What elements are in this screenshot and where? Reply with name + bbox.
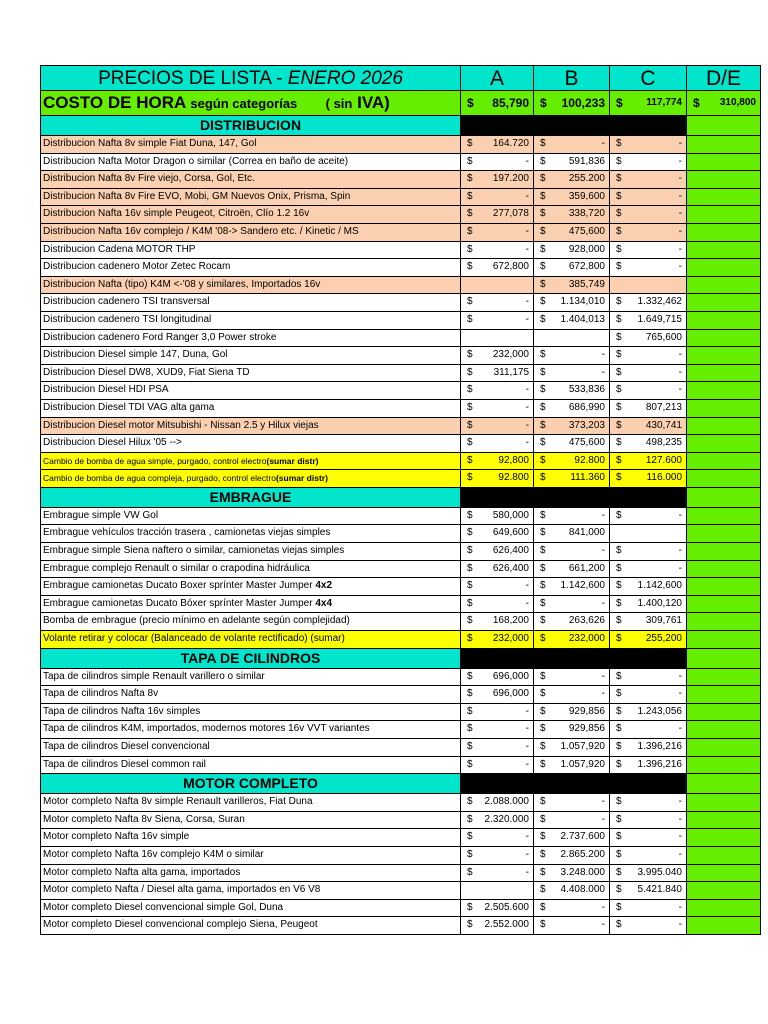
section-fill-c [610, 649, 687, 668]
price-b: $ 111.360 [534, 470, 610, 487]
section-fill-de [687, 649, 761, 668]
hourly-cost-label: COSTO DE HORA según categorías ( sin IVA) [40, 91, 461, 115]
price-a: $ 277,078 [461, 206, 534, 223]
service-label: Motor completo Nafta 8v simple Renault varilleros, Fiat Duna [40, 794, 461, 811]
service-label: Tapa de cilindros Nafta 8v [40, 686, 461, 703]
section-title: EMBRAGUE [40, 488, 461, 507]
section-fill-de [687, 488, 761, 507]
price-c: $ 1.396,216 [610, 739, 687, 756]
price-a: $ 232,000 [461, 631, 534, 648]
hourly-cost-c: $ 117,774 [610, 91, 687, 115]
service-label: Tapa de cilindros Nafta 16v simples [40, 704, 461, 721]
price-c: $ - [610, 900, 687, 917]
service-label: Tapa de cilindros K4M, importados, modernos motores 16v VVT variantes [40, 721, 461, 738]
price-c: $ - [610, 812, 687, 829]
price-c: $ 3.995.040 [610, 865, 687, 882]
price-a: $ 2.320.000 [461, 812, 534, 829]
price-c: $ - [610, 259, 687, 276]
service-label: Embrague simple Siena naftero o similar, camionetas viejas simples [40, 543, 461, 560]
price-a: $ 626,400 [461, 561, 534, 578]
price-de [687, 704, 761, 721]
table-row [40, 259, 761, 277]
service-label: Bomba de embrague (precio mínimo en adelante según complejidad) [40, 613, 461, 630]
price-c: $ 807,213 [610, 400, 687, 417]
price-b [534, 330, 610, 347]
service-label: Distribucion Diesel Hilux '05 --> [40, 435, 461, 452]
price-a: $ - [461, 757, 534, 774]
price-de [687, 794, 761, 811]
price-c: $ 116.000 [610, 470, 687, 487]
table-row [40, 400, 761, 418]
price-b: $ 373,203 [534, 418, 610, 435]
price-c: $ - [610, 561, 687, 578]
service-label: Cambio de bomba de agua simple, purgado, control electro(sumar distr) [40, 453, 461, 470]
price-de [687, 136, 761, 153]
price-a: $ - [461, 294, 534, 311]
price-a: $ - [461, 154, 534, 171]
price-c: $ - [610, 829, 687, 846]
price-de [687, 596, 761, 613]
table-row [40, 330, 761, 348]
section-fill-c [610, 488, 687, 507]
price-b: $ - [534, 136, 610, 153]
table-row [40, 686, 761, 704]
table-row [40, 613, 761, 631]
service-label: Distribucion Diesel DW8, XUD9, Fiat Siena TD [40, 365, 461, 382]
section-fill-b [534, 649, 610, 668]
section-fill-a [461, 774, 534, 793]
service-label: Motor completo Diesel convencional complejo Siena, Peugeot [40, 917, 461, 934]
col-header-de: D/E [687, 66, 761, 90]
price-a: $ 626,400 [461, 543, 534, 560]
price-c: $ 127.600 [610, 453, 687, 470]
price-b: $ - [534, 794, 610, 811]
price-de [687, 865, 761, 882]
section-header [40, 488, 761, 508]
section-fill-de [687, 774, 761, 793]
price-de [687, 543, 761, 560]
price-a: $ 2.505.600 [461, 900, 534, 917]
price-b: $ 3.248.000 [534, 865, 610, 882]
price-de [687, 525, 761, 542]
price-c: $ 1.332,462 [610, 294, 687, 311]
price-de [687, 382, 761, 399]
price-a: $ - [461, 400, 534, 417]
price-b: $ 338,720 [534, 206, 610, 223]
table-row [40, 435, 761, 453]
table-row [40, 453, 761, 471]
price-de [687, 470, 761, 487]
service-label: Distribucion Nafta 8v Fire viejo, Corsa, Gol, Etc. [40, 171, 461, 188]
table-row [40, 561, 761, 579]
table-row [40, 365, 761, 383]
price-b: $ - [534, 900, 610, 917]
price-c: $ 309,761 [610, 613, 687, 630]
price-de [687, 900, 761, 917]
price-a: $ - [461, 312, 534, 329]
price-de [687, 189, 761, 206]
price-b: $ - [534, 365, 610, 382]
price-de [687, 669, 761, 686]
service-label: Embrague camionetas Ducato Bóxer sprínter Master Jumper 4x4 [40, 596, 461, 613]
price-c: $ 498,235 [610, 435, 687, 452]
price-c: $ - [610, 686, 687, 703]
table-row [40, 794, 761, 812]
service-label: Distribucion cadenero Motor Zetec Rocam [40, 259, 461, 276]
price-a: $ 696,000 [461, 669, 534, 686]
price-b: $ 533,836 [534, 382, 610, 399]
price-b: $ - [534, 596, 610, 613]
page-title: PRECIOS DE LISTA - ENERO 2026 [40, 66, 461, 90]
table-row [40, 865, 761, 883]
price-c: $ 5.421.840 [610, 882, 687, 899]
hourly-cost-a: $ 85,790 [461, 91, 534, 115]
section-header [40, 774, 761, 794]
table-row [40, 882, 761, 900]
service-label: Distribucion Nafta (tipo) K4M <-'08 y similares, Importados 16v [40, 277, 461, 294]
price-c: $ - [610, 382, 687, 399]
price-a: $ 164.720 [461, 136, 534, 153]
service-label: Embrague camionetas Ducato Boxer sprínter Master Jumper 4x2 [40, 578, 461, 595]
price-a: $ 168,200 [461, 613, 534, 630]
service-label: Distribucion Nafta 16v simple Peugeot, Citroën, Clío 1.2 16v [40, 206, 461, 223]
price-c: $ 430,741 [610, 418, 687, 435]
table-row [40, 189, 761, 207]
table-row [40, 578, 761, 596]
table-row [40, 631, 761, 649]
price-de [687, 294, 761, 311]
price-b: $ 255.200 [534, 171, 610, 188]
table-row [40, 136, 761, 154]
price-b: $ 928,000 [534, 242, 610, 259]
price-de [687, 365, 761, 382]
section-title: TAPA DE CILINDROS [40, 649, 461, 668]
price-c: $ 1.243,056 [610, 704, 687, 721]
table-row [40, 206, 761, 224]
price-c: $ - [610, 224, 687, 241]
price-de [687, 847, 761, 864]
service-label: Cambio de bomba de agua compleja, purgado, control electro(sumar distr) [40, 470, 461, 487]
price-b: $ 92.800 [534, 453, 610, 470]
price-b: $ 672,800 [534, 259, 610, 276]
price-c: $ - [610, 721, 687, 738]
price-a: $ - [461, 189, 534, 206]
table-row [40, 669, 761, 687]
section-header [40, 649, 761, 669]
price-de [687, 453, 761, 470]
price-a: $ 197.200 [461, 171, 534, 188]
price-a: $ - [461, 418, 534, 435]
price-de [687, 917, 761, 934]
price-a: $ - [461, 704, 534, 721]
table-row [40, 739, 761, 757]
price-c: $ - [610, 847, 687, 864]
price-b: $ - [534, 686, 610, 703]
table-row [40, 847, 761, 865]
price-b: $ 661,200 [534, 561, 610, 578]
price-c: $ - [610, 171, 687, 188]
price-de [687, 739, 761, 756]
service-label: Distribucion Diesel TDI VAG alta gama [40, 400, 461, 417]
service-label: Motor completo Nafta alta gama, importados [40, 865, 461, 882]
price-b: $ - [534, 543, 610, 560]
table-row [40, 829, 761, 847]
service-label: Embrague complejo Renault o similar o crapodina hidráulica [40, 561, 461, 578]
price-c: $ 255,200 [610, 631, 687, 648]
price-de [687, 154, 761, 171]
price-a: $ - [461, 721, 534, 738]
price-a: $ 580,000 [461, 508, 534, 525]
service-label: Motor completo Nafta 16v simple [40, 829, 461, 846]
price-de [687, 435, 761, 452]
price-a [461, 882, 534, 899]
price-c: $ 1.142,600 [610, 578, 687, 595]
price-b: $ 2.737.600 [534, 829, 610, 846]
price-de [687, 242, 761, 259]
price-b: $ - [534, 508, 610, 525]
price-c: $ - [610, 242, 687, 259]
service-label: Motor completo Nafta 8v Siena, Corsa, Suran [40, 812, 461, 829]
price-b: $ - [534, 917, 610, 934]
price-a: $ 232,000 [461, 347, 534, 364]
price-a: $ - [461, 829, 534, 846]
price-b: $ 385,749 [534, 277, 610, 294]
price-c [610, 277, 687, 294]
price-a: $ 672,800 [461, 259, 534, 276]
table-row [40, 242, 761, 260]
price-de [687, 829, 761, 846]
table-row [40, 757, 761, 775]
hourly-cost-b: $ 100,233 [534, 91, 610, 115]
price-b: $ 1.404,013 [534, 312, 610, 329]
service-label: Embrague simple VW Gol [40, 508, 461, 525]
table-row [40, 382, 761, 400]
price-b: $ 2.865.200 [534, 847, 610, 864]
section-header [40, 116, 761, 136]
table-row [40, 470, 761, 488]
price-a [461, 277, 534, 294]
price-de [687, 259, 761, 276]
price-b: $ 929,856 [534, 704, 610, 721]
section-fill-a [461, 649, 534, 668]
table-row [40, 224, 761, 242]
price-b: $ 359,600 [534, 189, 610, 206]
table-row [40, 418, 761, 436]
price-c: $ 1.400,120 [610, 596, 687, 613]
price-de [687, 578, 761, 595]
section-fill-c [610, 774, 687, 793]
price-a: $ - [461, 847, 534, 864]
price-b: $ - [534, 347, 610, 364]
price-a: $ 2.088.000 [461, 794, 534, 811]
service-label: Distribucion Nafta 8v Fire EVO, Mobi, GM Nuevos Onix, Prisma, Spin [40, 189, 461, 206]
table-row [40, 277, 761, 295]
section-fill-b [534, 488, 610, 507]
service-label: Distribucion Diesel HDI PSA [40, 382, 461, 399]
section-fill-de [687, 116, 761, 135]
price-de [687, 631, 761, 648]
price-c: $ - [610, 543, 687, 560]
service-label: Volante retirar y colocar (Balanceado de volante rectificado) (sumar) [40, 631, 461, 648]
table-row [40, 347, 761, 365]
service-label: Motor completo Nafta / Diesel alta gama, importados en V6 V8 [40, 882, 461, 899]
col-header-c: C [610, 66, 687, 90]
price-de [687, 224, 761, 241]
price-b: $ 475,600 [534, 224, 610, 241]
price-c [610, 525, 687, 542]
service-label: Distribucion Nafta 16v complejo / K4M '08-> Sandero etc. / Kinetic / MS [40, 224, 461, 241]
price-b: $ 686,990 [534, 400, 610, 417]
price-b: $ 263,626 [534, 613, 610, 630]
price-c: $ - [610, 189, 687, 206]
price-a: $ - [461, 242, 534, 259]
price-a: $ - [461, 739, 534, 756]
hourly-cost-de: $ 310,800 [687, 91, 761, 115]
price-b: $ 475,600 [534, 435, 610, 452]
price-c: $ - [610, 154, 687, 171]
table-row [40, 508, 761, 526]
price-a: $ - [461, 596, 534, 613]
price-de [687, 400, 761, 417]
price-de [687, 277, 761, 294]
price-de [687, 171, 761, 188]
service-label: Distribucion Nafta Motor Dragon o similar (Correa en baño de aceite) [40, 154, 461, 171]
price-c: $ - [610, 669, 687, 686]
table-row [40, 525, 761, 543]
price-c: $ - [610, 508, 687, 525]
service-label: Distribucion Cadena MOTOR THP [40, 242, 461, 259]
price-c: $ 1.396,216 [610, 757, 687, 774]
price-a: $ 2.552.000 [461, 917, 534, 934]
price-de [687, 721, 761, 738]
service-label: Tapa de cilindros simple Renault varillero o similar [40, 669, 461, 686]
table-row [40, 721, 761, 739]
price-b: $ 232,000 [534, 631, 610, 648]
section-title: MOTOR COMPLETO [40, 774, 461, 793]
table-row [40, 154, 761, 172]
hourly-cost-row [40, 91, 761, 116]
price-de [687, 330, 761, 347]
service-label: Distribucion Diesel motor Mitsubishi - Nissan 2.5 y Hilux viejas [40, 418, 461, 435]
price-a: $ - [461, 578, 534, 595]
service-label: Embrague vehículos tracción trasera , camionetas viejas simples [40, 525, 461, 542]
price-a: $ 311,175 [461, 365, 534, 382]
price-b: $ 1.057,920 [534, 739, 610, 756]
price-b: $ 4.408.000 [534, 882, 610, 899]
price-de [687, 812, 761, 829]
price-a: $ 92,800 [461, 453, 534, 470]
price-c: $ - [610, 794, 687, 811]
price-c: $ 765,600 [610, 330, 687, 347]
price-c: $ - [610, 917, 687, 934]
section-title: DISTRIBUCION [40, 116, 461, 135]
service-label: Distribucion cadenero Ford Ranger 3,0 Power stroke [40, 330, 461, 347]
table-row [40, 312, 761, 330]
price-b: $ 1.134,010 [534, 294, 610, 311]
service-label: Tapa de cilindros Diesel common rail [40, 757, 461, 774]
price-a: $ 696,000 [461, 686, 534, 703]
table-row [40, 917, 761, 935]
price-list-sheet [40, 65, 761, 935]
price-de [687, 613, 761, 630]
price-b: $ 929,856 [534, 721, 610, 738]
section-fill-c [610, 116, 687, 135]
price-c: $ - [610, 365, 687, 382]
table-row [40, 294, 761, 312]
title-row [40, 65, 761, 91]
table-row [40, 543, 761, 561]
price-de [687, 882, 761, 899]
price-a: $ - [461, 865, 534, 882]
service-label: Motor completo Diesel convencional simple Gol, Duna [40, 900, 461, 917]
table-row [40, 812, 761, 830]
price-de [687, 206, 761, 223]
price-b: $ - [534, 812, 610, 829]
price-de [687, 561, 761, 578]
service-label: Distribucion cadenero TSI longitudinal [40, 312, 461, 329]
price-b: $ - [534, 669, 610, 686]
section-fill-a [461, 488, 534, 507]
price-b: $ 1.142,600 [534, 578, 610, 595]
price-de [687, 686, 761, 703]
section-fill-a [461, 116, 534, 135]
col-header-b: B [534, 66, 610, 90]
price-c: $ - [610, 136, 687, 153]
service-label: Distribucion Nafta 8v simple Fiat Duna, 147, Gol [40, 136, 461, 153]
service-label: Distribucion cadenero TSI transversal [40, 294, 461, 311]
section-fill-b [534, 116, 610, 135]
price-b: $ 591,836 [534, 154, 610, 171]
service-label: Motor completo Nafta 16v complejo K4M o similar [40, 847, 461, 864]
table-row [40, 704, 761, 722]
price-b: $ 841,000 [534, 525, 610, 542]
section-fill-b [534, 774, 610, 793]
price-de [687, 347, 761, 364]
table-row [40, 900, 761, 918]
service-label: Tapa de cilindros Diesel convencional [40, 739, 461, 756]
price-de [687, 757, 761, 774]
price-de [687, 418, 761, 435]
service-label: Distribucion Diesel simple 147, Duna, Gol [40, 347, 461, 364]
price-a: $ 649,600 [461, 525, 534, 542]
sections-container [40, 116, 761, 935]
price-c: $ 1.649,715 [610, 312, 687, 329]
table-row [40, 171, 761, 189]
price-b: $ 1.057,920 [534, 757, 610, 774]
col-header-a: A [461, 66, 534, 90]
price-de [687, 508, 761, 525]
price-a: $ - [461, 224, 534, 241]
price-a: $ - [461, 382, 534, 399]
table-row [40, 596, 761, 614]
price-de [687, 312, 761, 329]
price-c: $ - [610, 206, 687, 223]
price-c: $ - [610, 347, 687, 364]
price-a: $ 92.800 [461, 470, 534, 487]
price-a: $ - [461, 435, 534, 452]
price-a [461, 330, 534, 347]
